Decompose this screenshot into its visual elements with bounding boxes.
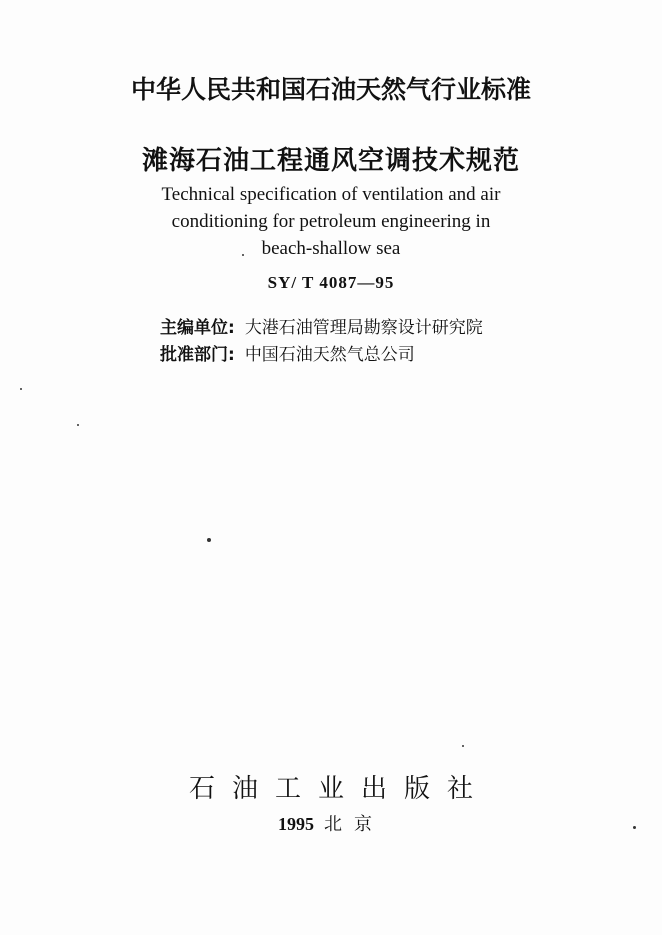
scan-speck <box>207 538 211 542</box>
chinese-title: 滩海石油工程通风空调技术规范 <box>141 146 520 176</box>
english-title-line-2: conditioning for petroleum engineering in <box>171 211 491 232</box>
industry-standard-heading: 中华人民共和国石油天然气行业标准 <box>130 75 531 104</box>
english-title <box>0 181 662 262</box>
publication-year: 1995 <box>278 814 314 834</box>
standard-code: SY/ T 4087—95 <box>267 273 395 292</box>
scan-speck <box>20 388 22 390</box>
english-title-line-3: beach-shallow sea <box>261 238 401 259</box>
editor-label: 主编单位: <box>160 318 235 338</box>
editor-row <box>160 313 483 338</box>
approver-value: 中国石油天然气总公司 <box>244 345 415 365</box>
editor-value: 大港石油管理局勘察设计研究院 <box>244 318 483 338</box>
publication-line <box>0 810 662 836</box>
publication-city: 北京 <box>324 814 384 835</box>
scan-speck <box>242 254 244 256</box>
scan-speck <box>633 826 636 829</box>
english-title-line-1: Technical specification of ventilation and air <box>161 184 501 205</box>
scan-speck <box>462 745 464 747</box>
approver-label: 批准部门: <box>160 345 235 365</box>
scan-speck <box>77 424 79 426</box>
publisher-name: 石油工业出版社 <box>188 774 490 804</box>
approver-row <box>160 340 415 365</box>
